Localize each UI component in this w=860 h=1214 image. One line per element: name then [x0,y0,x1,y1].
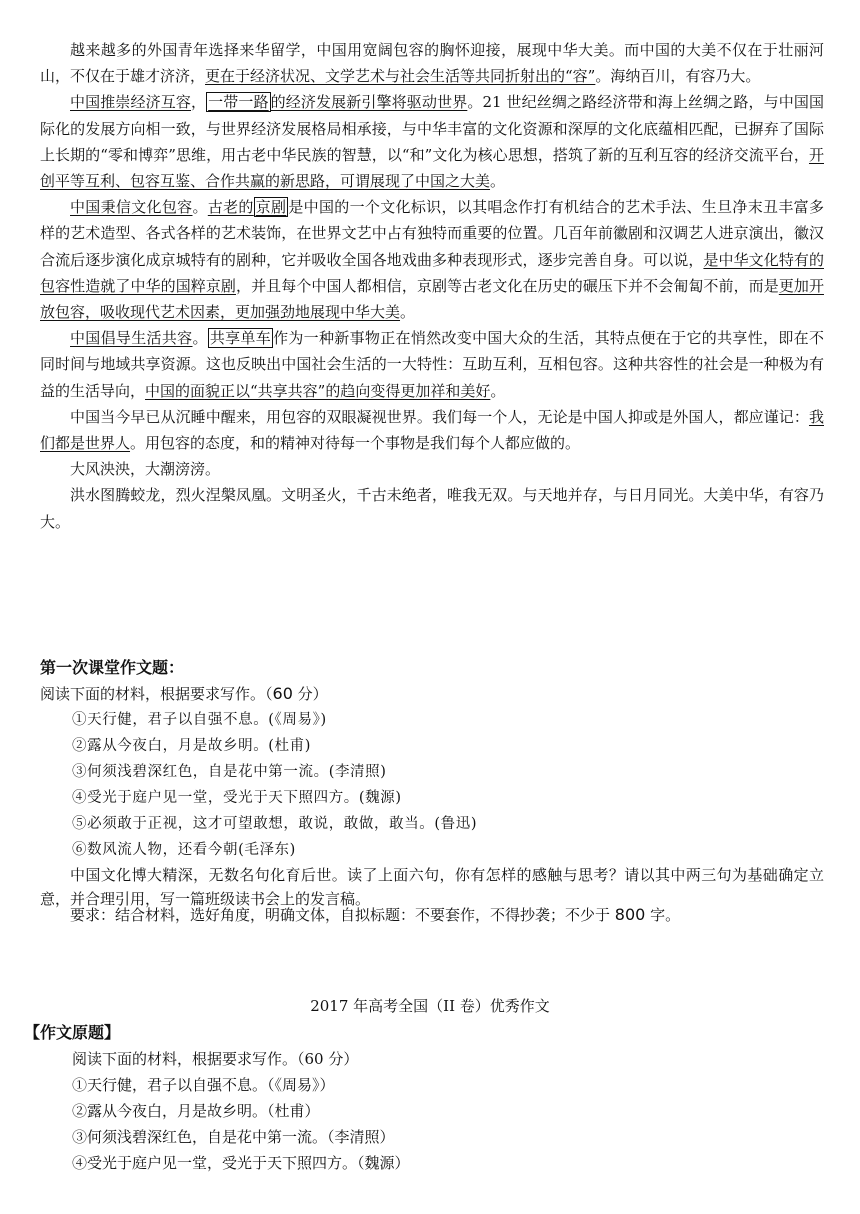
essay-paragraph-4 [40,325,824,404]
text: 。 [192,198,208,217]
quote-item: ①天行健，君子以自强不息。（《周易》） [72,1076,335,1094]
exercise-requirements [40,903,824,927]
essay-paragraph-7: 洪水图腾蛟龙，烈火涅槃凤凰。文明圣火，千古未绝者，唯我无双。与天地并存，与日月同光。大美中华，有容乃大。 [40,486,824,531]
underlined-text: 古老的 [207,198,254,217]
exercise-prompt: 中国文化博大精深，无数名句化育后世。读了上面六句，你有怎样的感触与思考？请以其中两三句为基础确定立意，并合理引用，写一篇班级读书会上的发言稿。 [40,866,824,908]
essay-paragraph-3 [40,194,824,325]
underlined-text: 中国的面貌正以“共享共容”的趋向变得更加祥和美好 [145,381,491,400]
section-title: 2017 年高考全国（II 卷）优秀作文 [310,997,550,1015]
original-heading: 【作文原题】 [24,1023,121,1042]
text: 越来越多的外国青年选择来华留学，中国用宽阔包容的胸怀迎接，展现中华大美。而中国的大美不仅在于壮丽河山，不仅在于雄才济济， [40,41,824,86]
underlined-topic-sentence: 中国秉信文化包容 [70,198,193,217]
text: ，并且每个中国人都相信，京剧等古老文化在历史的碾压下并不会匍匐不前，而是 [236,276,779,295]
quote-item: ④受光于庭户见一堂，受光于天下照四方。（魏源） [72,1154,410,1172]
original-intro: 阅读下面的材料，根据要求写作。（60 分） [72,1050,359,1068]
text: 阅读下面的材料，根据要求写作。（ [40,685,273,703]
word-count: 800 [614,905,646,924]
underlined-text: 开创平等互利、包容互鉴、合作共赢的新思路，可谓展现了中国之大美 [40,145,824,191]
original-block [72,1046,832,1176]
exercise-intro [40,681,824,707]
text: 。 [490,172,506,191]
text: 。 [490,381,506,400]
underlined-text: 更加开放包容，吸收现代艺术因素，更加强劲地展现中华大美 [40,276,824,322]
exercise-block [40,681,824,911]
text: 。用包容的态度，和的精神对待每一个事物是我们每个人都应做的。 [130,434,581,453]
text: 中国当今早已从沉睡中醒来，用包容的双眼凝视世界。我们每一个人，无论是中国人抑或是外国人，都应谨记： [70,407,809,426]
quote-item: ③何须浅碧深红色，自是花中第一流。（李清照） [72,1128,395,1146]
quote-item: ④受光于庭户见一堂，受光于天下照四方。(魏源) [72,790,402,806]
boxed-keyword: 共享单车 [209,329,272,348]
text: 分） [292,685,328,703]
quote-item: ⑤必须敢于正视，这才可望敢想，敢说，敢做，敢当。(鲁迅) [72,816,478,832]
text: 。 [400,303,416,322]
boxed-keyword: 京剧 [255,198,287,217]
essay-paragraph-2 [40,89,824,194]
underlined-text: 是中华文化特有的包容性造就了中华的国粹京剧 [40,250,824,295]
essay-paragraph-5 [40,404,824,456]
text: 要求：结合材料，选好角度，明确文体，自拟标题：不要套作，不得抄袭；不少于 [70,906,615,924]
score-value: 60 [272,684,293,703]
text: 作为一种新事物正在悄然改变中国大众的生活，其特点便在于它的共享性，即在不同时间与地域共享资源。这也反映出中国社会生活的一大特性：互助互利，互相包容。这种共容性的社会是一种极为有益的生活导向， [40,329,824,400]
exercise-heading: 第一次课堂作文题： [40,658,185,677]
text: 。海纳百川，有容乃大。 [595,67,761,86]
underlined-text: 我们都是世界人 [40,407,824,453]
essay-body [40,37,824,535]
essay-paragraph-1 [40,37,824,89]
text: 字。 [645,906,681,924]
underlined-topic-sentence: 中国推崇经济互容 [70,93,192,112]
text: ， [191,93,207,112]
quote-item: ⑥数风流人物，还看今朝(毛泽东) [72,842,296,858]
essay-paragraph-6: 大风泱泱，大潮滂滂。 [70,460,221,479]
text: 。21 世纪丝绸之路经济带和海上丝绸之路，与中国国际化的发展方向相一致，与世界经济发展格局相承接，与中华丰富的文化资源和深厚的文化底蕴相匹配，已摒弃了国际上长期的“零和博弈”思维，用古老中华民族的智慧，以“和”文化为核心思想，搭筑了新的互利互容的经济交流平台， [40,93,824,164]
text: 。 [192,329,208,348]
quote-item: ①天行健，君子以自强不息。(《周易》) [72,712,327,728]
boxed-keyword: 一带一路 [208,93,269,112]
quote-item: ②露从今夜白，月是故乡明。(杜甫) [72,738,312,754]
underlined-text: 的经济发展新引擎将驱动世界 [270,93,468,112]
quote-item: ③何须浅碧深红色，自是花中第一流。(李清照) [72,764,387,780]
text: 是中国的一个文化标识，以其唱念作打有机结合的艺术手法、生旦净末丑丰富多样的艺术造型、各式各样的艺术装饰，在世界文艺中占有独特而重要的位置。几百年前徽剧和汉调艺人进京演出，徽汉合流后逐步演化成京城特有的剧种，它并吸收全国各地戏曲多种表现形式，逐步完善自身。可以说， [40,198,824,269]
quote-item: ②露从今夜白，月是故乡明。（杜甫） [72,1102,320,1120]
underlined-topic-sentence: 中国倡导生活共容 [70,329,193,348]
underlined-text: 更在于经济状况、文学艺术与社会生活等共同折射出的“容” [205,67,596,86]
